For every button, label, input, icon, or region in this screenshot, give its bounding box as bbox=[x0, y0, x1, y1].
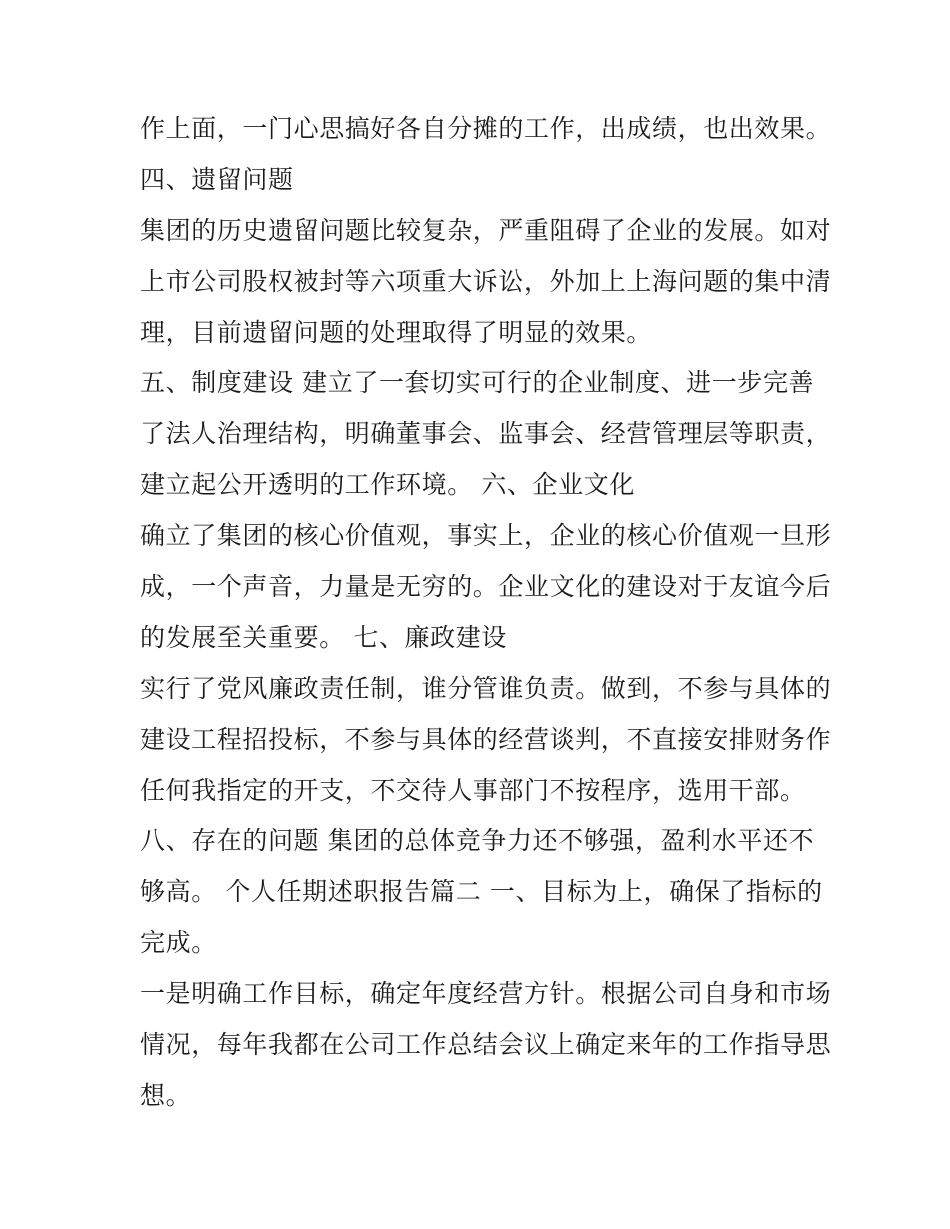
text-line: 建立起公开透明的工作环境。 六、企业文化 bbox=[140, 470, 635, 500]
text-line: 五、制度建设 建立了一套切实可行的企业制度、进一步完善 bbox=[140, 368, 815, 398]
text-line: 一是明确工作目标，确定年度经营方针。根据公司自身和市场 bbox=[140, 979, 832, 1009]
text-line: 完成。 bbox=[140, 928, 217, 958]
document-body bbox=[140, 104, 832, 1122]
text-line: 八、存在的问题 集团的总体竞争力还不够强，盈利水平还不 bbox=[140, 826, 815, 856]
section-heading: 四、遗留问题 bbox=[140, 164, 294, 194]
text-line: 想。 bbox=[140, 1080, 192, 1110]
text-line: 实行了党风廉政责任制，谁分管谁负责。做到，不参与具体的 bbox=[140, 673, 832, 703]
text-line: 建设工程招投标，不参与具体的经营谈判，不直接安排财务作 bbox=[140, 724, 832, 754]
text-line: 上市公司股权被封等六项重大诉讼，外加上上海问题的集中清 bbox=[140, 266, 832, 296]
text-line: 情况，每年我都在公司工作总结会议上确定来年的工作指导思 bbox=[140, 1030, 832, 1060]
text-line: 集团的历史遗留问题比较复杂，严重阻碍了企业的发展。如对 bbox=[140, 215, 832, 245]
text-line: 确立了集团的核心价值观，事实上，企业的核心价值观一旦形 bbox=[140, 521, 832, 551]
text-line: 作上面，一门心思搞好各自分摊的工作，出成绩，也出效果。 bbox=[140, 114, 832, 143]
text-line: 够高。 个人任期述职报告篇二 一、目标为上，确保了指标的 bbox=[140, 877, 823, 907]
text-line: 成，一个声音，力量是无穷的。企业文化的建设对于友谊今后 bbox=[140, 572, 832, 602]
text-line: 理，目前遗留问题的处理取得了明显的效果。 bbox=[140, 317, 653, 347]
text-line: 任何我指定的开支，不交待人事部门不按程序，选用干部。 bbox=[140, 775, 806, 805]
text-line: 了法人治理结构，明确董事会、监事会、经营管理层等职责， bbox=[140, 419, 832, 449]
text-line: 的发展至关重要。 七、廉政建设 bbox=[140, 622, 507, 652]
